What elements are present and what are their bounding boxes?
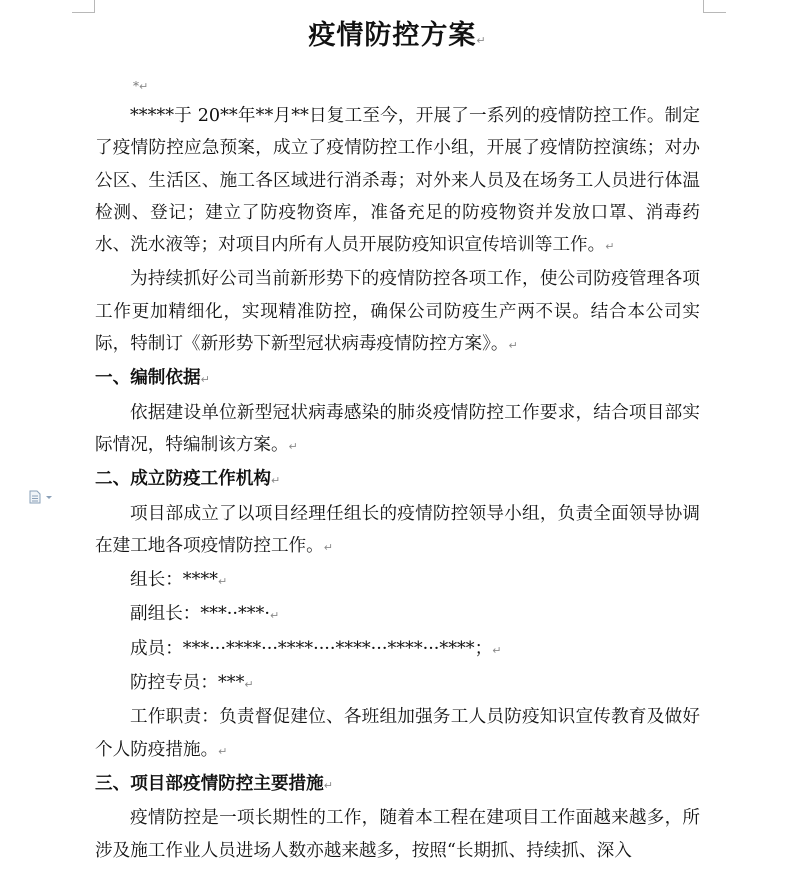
purpose-paragraph: 为持续抓好公司当前新形势下的疫情防控各项工作，使公司防疫管理各项工作更加精细化，实现精准防控，确保公司防疫生产两不误。结合本公司实际，特制订《新形势下新型冠状病毒疫情防控方案》。↵	[95, 269, 700, 355]
duties-paragraph: 工作职责：负责督促建位、各班组加强务工人员防疫知识宣传教育及做好个人防疫措施。↵	[95, 707, 700, 760]
section-heading-1: 一、编制依据↵	[95, 367, 210, 389]
specialist-line: 防控专员：***↵	[130, 673, 254, 694]
document-body	[95, 100, 700, 867]
leader-line: 组长：****↵	[130, 570, 228, 591]
placeholder-line: *↵	[133, 79, 149, 93]
measures-paragraph: 疫情防控是一项长期性的工作，随着本工程在建项目工作面越来越多，所涉及施工作业人员进场人数亦越来越多，按照“长期抓、持续抓、深入	[95, 808, 700, 861]
crop-mark-top-right	[703, 0, 726, 13]
organization-paragraph: 项目部成立了以项目经理任组长的疫情防控领导小组，负责全面领导协调在建工地各项疫情防控工作。↵	[95, 503, 700, 556]
section-heading-3: 三、项目部疫情防控主要措施↵	[95, 772, 333, 794]
crop-mark-top-left	[72, 0, 95, 13]
basis-paragraph: 依据建设单位新型冠状病毒感染的肺炎疫情防控工作要求，结合项目部实际情况，特编制该方案。↵	[95, 402, 700, 455]
document-options-icon[interactable]	[28, 490, 54, 504]
members-line: 成员：***···****···****····****···****···****；↵	[130, 638, 502, 659]
vice-leader-line: 副组长：***··***·↵	[130, 604, 280, 625]
document-title: 疫情防控方案↵	[308, 20, 487, 51]
intro-paragraph: *****于 20**年**月**日复工至今，开展了一系列的疫情防控工作。制定了疫情防控应急预案，成立了疫情防控工作小组，开展了疫情防控演练；对办公区、生活区、施工各区域进行消杀毒；对外来人员及在场务工人员进行体温检测、登记；建立了防疫物资库，准备充足的防疫物资并发放口罩、消毒药水、洗水液等；对项目内所有人员开展防疫知识宣传培训等工作。↵	[95, 106, 700, 256]
section-heading-2: 二、成立防疫工作机构↵	[95, 468, 281, 490]
